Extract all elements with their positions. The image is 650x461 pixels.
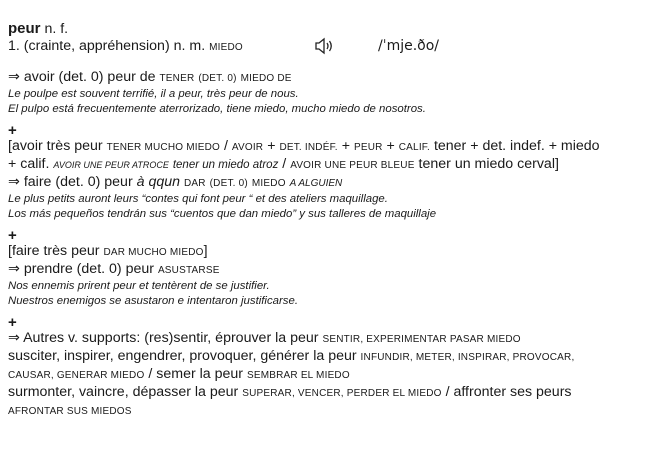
- phrase-prendre-peur: ⇒ prendre (det. 0) peur ASUSTARSE: [8, 261, 220, 277]
- arrow-icon: ⇒: [8, 69, 20, 85]
- support-verbs-4: surmonter, vaincre, dépasser la peur SUPERAR, VENCER, PERDER EL MIEDO / affronter ses peurs: [8, 384, 572, 400]
- plus-icon[interactable]: +: [8, 122, 17, 139]
- phrase-faire-tres-peur: [faire très peur DAR MUCHO MIEDO]: [8, 243, 208, 259]
- headword: peur: [8, 20, 41, 37]
- phrase-avoir-tres-peur: [avoir très peur TENER MUCHO MIEDO / AVOIR + DET. INDÉF. + PEUR + CALIF. tener + det. indef. + miedo: [8, 138, 600, 154]
- support-verbs-2: susciter, inspirer, engendrer, provoquer, générer la peur INFUNDIR, METER, INSPIRAR, PROVOCAR,: [8, 348, 575, 364]
- pronunciation: /ˈmje.ðo/: [378, 38, 440, 54]
- arrow-icon: ⇒: [8, 261, 20, 277]
- arrow-icon: ⇒: [8, 330, 20, 346]
- support-verbs-3: CAUSAR, GENERAR MIEDO / semer la peur SEMBRAR EL MIEDO: [8, 366, 350, 382]
- support-verbs-1: ⇒ Autres v. supports: (res)sentir, éprouver la peur SENTIR, EXPERIMENTAR PASAR MIEDO: [8, 330, 521, 346]
- speaker-icon[interactable]: [314, 37, 334, 55]
- example-es: Nuestros enemigos se asustaron e intentaron justificarse.: [8, 295, 298, 307]
- example-fr: Le plus petits auront leurs “contes qui font peur “ et des ateliers maquillage.: [8, 193, 388, 205]
- example-fr: Le poulpe est souvent terrifié, il a peur, très peur de nous.: [8, 88, 299, 100]
- sense-label: 1. (crainte, appréhension) n. m.: [8, 38, 206, 54]
- example-es: El pulpo está frecuentemente aterrorizado, tiene miedo, mucho miedo de nosotros.: [8, 103, 426, 115]
- plus-icon[interactable]: +: [8, 227, 17, 244]
- plus-icon[interactable]: +: [8, 314, 17, 331]
- arrow-icon: ⇒: [8, 174, 20, 190]
- sense-line: [8, 38, 640, 57]
- example-fr: Nos ennemis prirent peur et tentèrent de se justifier.: [8, 280, 270, 292]
- phrase-faire-peur: ⇒ faire (det. 0) peur à qqun DAR (DET. 0) MIEDO A ALGUIEN: [8, 174, 343, 190]
- entry-header: [8, 20, 640, 38]
- phrase-avoir-peur: ⇒ avoir (det. 0) peur de TENER (DET. 0) MIEDO DE: [8, 69, 292, 85]
- sense-translation: MIEDO: [209, 42, 243, 53]
- phrase-avoir-peur-calif: + calif. AVOIR UNE PEUR ATROCE tener un miedo atroz / AVOIR UNE PEUR BLEUE tener un miedo cerval]: [8, 156, 559, 172]
- part-of-speech: n. f.: [44, 21, 69, 37]
- example-es: Los más pequeños tendrán sus “cuentos que dan miedo” y sus talleres de maquillaje: [8, 208, 437, 220]
- sense-1: [8, 38, 243, 56]
- support-verbs-5: AFRONTAR SUS MIEDOS: [8, 406, 132, 417]
